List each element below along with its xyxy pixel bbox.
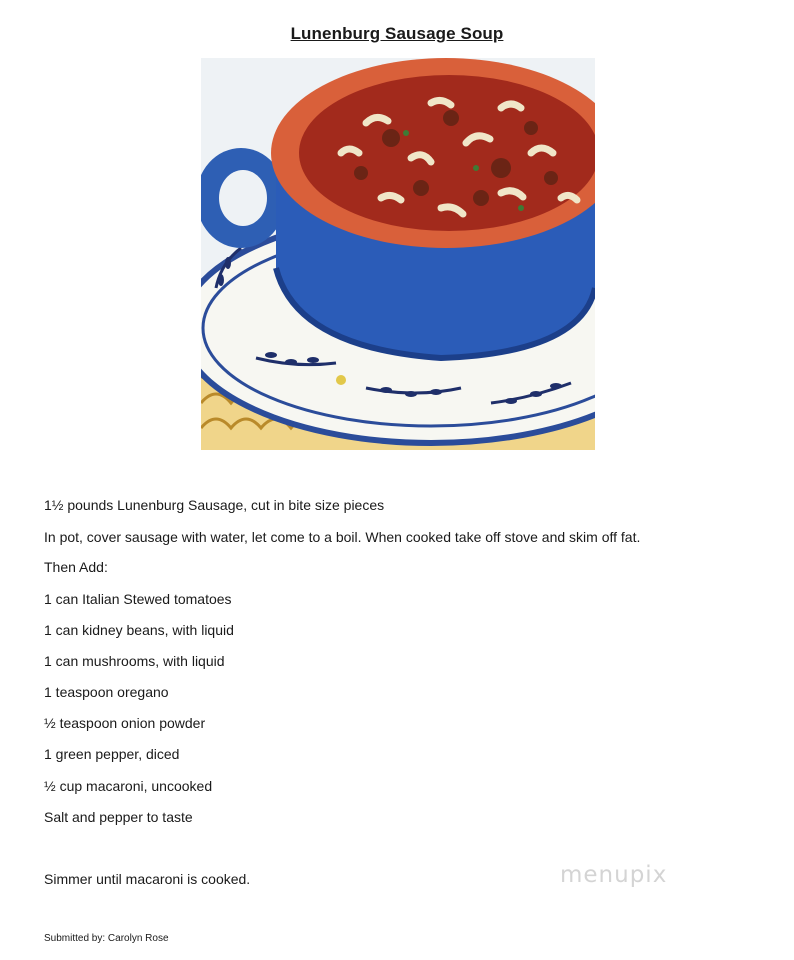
ingredient-kidney-beans: 1 can kidney beans, with liquid <box>44 622 234 638</box>
recipe-title: Lunenburg Sausage Soup <box>290 24 504 43</box>
soup-bowl-photo <box>201 58 595 450</box>
submitted-by: Submitted by: Carolyn Rose <box>44 933 169 944</box>
ingredient-tomatoes: 1 can Italian Stewed tomatoes <box>44 591 232 607</box>
ingredient-oregano: 1 teaspoon oregano <box>44 684 169 700</box>
watermark-logo: menupix <box>560 862 668 888</box>
ingredient-green-pepper: 1 green pepper, diced <box>44 746 180 762</box>
ingredient-salt-pepper: Salt and pepper to taste <box>44 809 193 825</box>
ingredient-sausage: 1½ pounds Lunenburg Sausage, cut in bite size pieces <box>44 497 385 513</box>
then-add-heading: Then Add: <box>44 559 108 575</box>
ingredient-mushrooms: 1 can mushrooms, with liquid <box>44 653 225 669</box>
instruction-boil: In pot, cover sausage with water, let come to a boil. When cooked take off stove and skim off fat. <box>44 529 641 545</box>
ingredient-macaroni: ½ cup macaroni, uncooked <box>44 778 213 794</box>
ingredient-onion-powder: ½ teaspoon onion powder <box>44 715 206 731</box>
instruction-simmer: Simmer until macaroni is cooked. <box>44 871 251 887</box>
